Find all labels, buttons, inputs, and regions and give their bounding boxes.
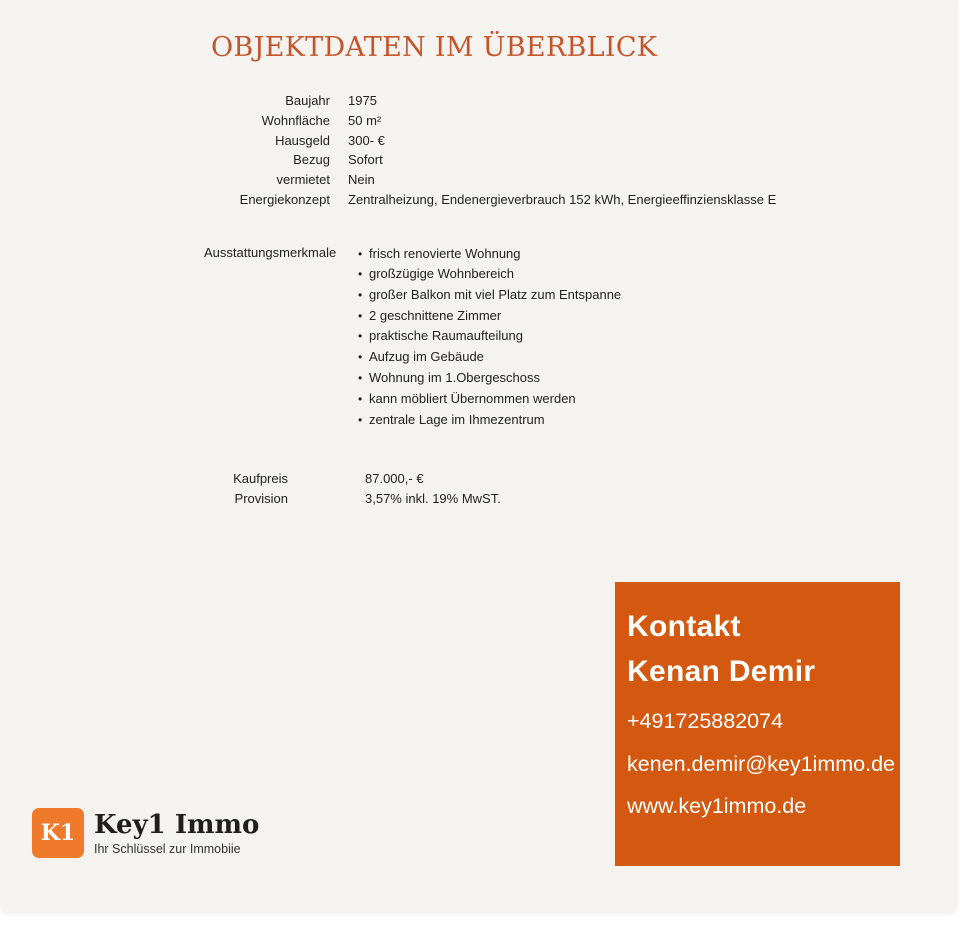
feature-text: großer Balkon mit viel Platz zum Entspanne <box>369 286 622 302</box>
brand-logo <box>32 808 259 858</box>
brand-tagline: Ihr Schlüssel zur Immobiie <box>94 842 241 856</box>
feature-text: Aufzug im Gebäude <box>369 349 484 365</box>
fact-value: Sofort <box>348 152 383 168</box>
key1-logo-icon: K1 <box>32 808 84 858</box>
page-title: OBJEKTDATEN IM ÜBERBLICK <box>211 32 658 63</box>
price-row-provision <box>196 489 501 509</box>
fact-row-vermietet <box>180 170 776 190</box>
fact-row-baujahr <box>180 91 776 111</box>
fact-row-hausgeld <box>180 131 776 151</box>
bullet-icon: • <box>358 391 363 406</box>
fact-value: Nein <box>348 172 375 188</box>
contact-website-link[interactable]: www.key1immo.de <box>627 794 807 818</box>
bullet-icon: • <box>358 247 363 262</box>
fact-value: Zentralheizung, Endenergieverbrauch 152 kWh, Energieeffinziensklasse E <box>348 191 777 207</box>
price-value: 87.000,- € <box>365 471 424 486</box>
bullet-icon: • <box>358 267 363 281</box>
features-label: Ausstattungsmerkmale <box>204 245 337 260</box>
fact-label: vermietet <box>276 172 330 188</box>
list-item <box>358 306 621 327</box>
contact-email-link[interactable]: kenen.demir@key1immo.de <box>627 752 895 776</box>
price-value: 3,57% inkl. 19% MwST. <box>365 491 501 506</box>
list-item <box>358 347 621 368</box>
contact-name: Kenan Demir <box>627 655 816 688</box>
fact-row-wohnflaeche <box>180 111 776 131</box>
contact-phone-link[interactable]: +491725882074 <box>627 709 784 733</box>
feature-text: zentrale Lage im Ihmezentrum <box>369 411 545 427</box>
list-item <box>358 368 621 389</box>
list-item <box>358 285 621 306</box>
fact-label: Baujahr <box>285 93 330 108</box>
feature-text: Wohnung im 1.Obergeschoss <box>369 369 541 385</box>
feature-text: großzügige Wohnbereich <box>369 266 515 281</box>
bullet-icon: • <box>358 287 363 302</box>
list-item <box>358 264 621 285</box>
price-info <box>196 469 501 509</box>
fact-label: Energiekonzept <box>239 191 330 207</box>
feature-text: frisch renovierte Wohnung <box>369 246 521 262</box>
fact-value: 300- € <box>348 132 385 148</box>
feature-text: 2 geschnittene Zimmer <box>369 307 502 323</box>
brand-text <box>94 810 259 856</box>
fact-row-bezug <box>180 150 776 170</box>
bullet-icon: • <box>358 412 363 427</box>
feature-text: praktische Raumaufteilung <box>369 328 523 344</box>
property-facts <box>180 91 776 210</box>
price-label: Kaufpreis <box>233 471 288 486</box>
contact-box <box>615 582 900 866</box>
fact-label: Bezug <box>293 152 330 168</box>
bullet-icon: • <box>358 308 363 323</box>
fact-label: Wohnfläche <box>261 112 330 128</box>
fact-label: Hausgeld <box>275 132 330 148</box>
price-row-kaufpreis <box>196 469 501 489</box>
brand-name: Key1 Immo <box>94 810 260 840</box>
list-item <box>358 245 621 264</box>
contact-title: Kontakt <box>627 610 741 643</box>
bullet-icon: • <box>358 370 363 385</box>
bullet-icon: • <box>358 329 363 344</box>
fact-value: 1975 <box>348 93 377 108</box>
fact-row-energiekonzept <box>180 190 776 210</box>
list-item <box>358 410 621 431</box>
list-item <box>358 389 621 410</box>
price-label: Provision <box>234 491 288 506</box>
list-item <box>358 326 621 347</box>
features-list <box>358 245 621 430</box>
feature-text: kann möbliert Übernommen werden <box>369 390 576 406</box>
bullet-icon: • <box>358 350 363 365</box>
fact-value: 50 m² <box>348 112 382 128</box>
